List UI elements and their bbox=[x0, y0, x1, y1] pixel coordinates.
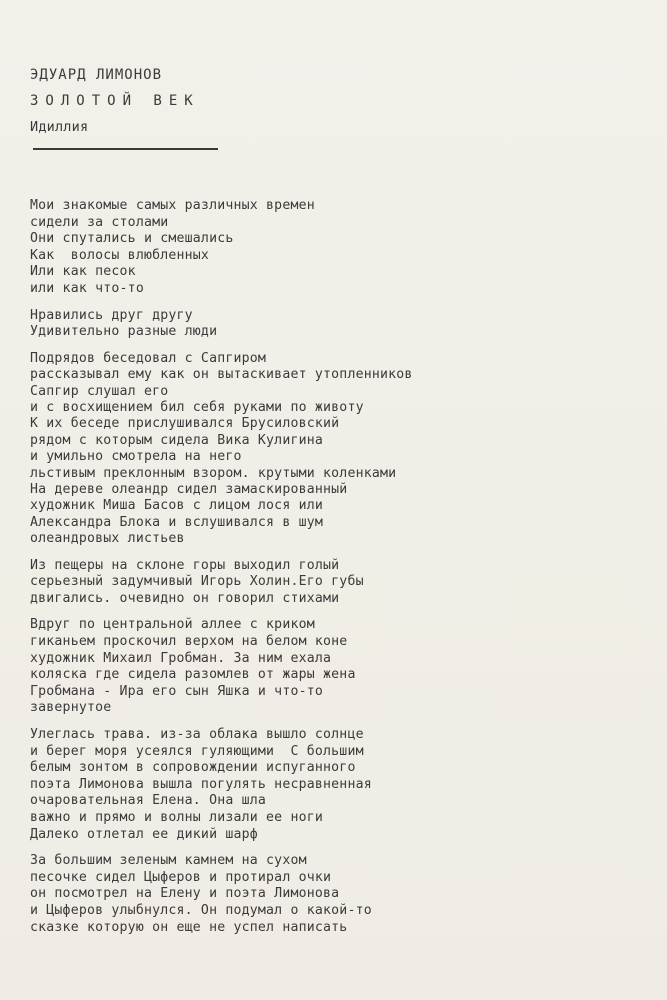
poem-line: Сапгир слушал его bbox=[30, 383, 169, 399]
poem-line: Мои знакомые самых различных времен bbox=[30, 198, 315, 213]
poem-line: На дереве олеандр сидел замаскированный bbox=[30, 482, 348, 497]
poem-body bbox=[30, 198, 650, 936]
poem-line: завернутое bbox=[30, 700, 112, 716]
stanza-2 bbox=[30, 308, 650, 341]
poem-line: художник Миша Басов с лицом лося или bbox=[30, 498, 324, 514]
poem-line: Нравились друг другу bbox=[30, 307, 193, 323]
poem-line: Удивительно разные люди bbox=[30, 324, 218, 340]
poem-line: и умильно смотрела на него bbox=[30, 449, 242, 465]
stanza-5 bbox=[30, 617, 650, 717]
poem-line: льстивым преклонным взором. крутыми коленками bbox=[30, 465, 397, 481]
poem-line: рядом с которым сидела Вика Кулигина bbox=[30, 432, 324, 448]
poem-subtitle: Идиллия bbox=[30, 119, 89, 135]
poem-line: Улеглась трава. из-за облака вышло солнце bbox=[30, 726, 364, 742]
poem-line: он посмотрел на Елену и поэта Лимонова bbox=[30, 886, 340, 902]
poem-line: Или как песок bbox=[30, 264, 136, 280]
poem-line: рассказывал ему как он вытаскивает утопленников bbox=[30, 367, 413, 383]
poem-line: песочке сидел Цыферов и протирал очки bbox=[30, 869, 332, 885]
poem-line: и Цыферов улыбнулся. Он подумал о какой-то bbox=[30, 902, 372, 918]
manuscript bbox=[30, 66, 650, 946]
poem-line: двигались. очевидно он говорил стихами bbox=[30, 590, 340, 606]
poem-line: Александра Блока и вслушивался в шум bbox=[30, 514, 324, 530]
poem-line: серьезный задумчивый Игорь Холин.Его губы bbox=[30, 574, 364, 590]
poem-line: Гробмана - Ира его сын Яшка и что-то bbox=[30, 683, 324, 699]
poem-line: художник Михаил Гробман. За ним ехала bbox=[30, 650, 332, 666]
poem-line: коляска где сидела разомлев от жары жена bbox=[30, 667, 356, 683]
poem-line: Как волосы влюбленных bbox=[30, 247, 210, 263]
stanza-1 bbox=[30, 198, 650, 298]
poem-line: и берег моря усеялся гуляющими С большим bbox=[30, 743, 364, 759]
poem-line: сидели за столами bbox=[30, 214, 169, 230]
author-name: ЭДУАРД ЛИМОНОВ bbox=[30, 67, 163, 83]
poem-line: поэта Лимонова вышла погулять несравненная bbox=[30, 776, 372, 792]
stanza-7 bbox=[30, 853, 650, 936]
poem-line: Далеко отлетал ее дикий шарф bbox=[30, 826, 258, 842]
poem-line: Они спутались и смешались bbox=[30, 231, 234, 247]
poem-line: гиканьем проскочил верхом на белом коне bbox=[30, 634, 348, 649]
poem-line: и с восхищением бил себя руками по животу bbox=[30, 399, 364, 415]
stanza-3 bbox=[30, 351, 650, 548]
poem-line: олеандровых листьев bbox=[30, 531, 185, 547]
title-underline bbox=[33, 148, 218, 150]
poem-title: ЗОЛОТОЙ ВЕК bbox=[30, 93, 200, 109]
stanza-4 bbox=[30, 558, 650, 608]
poem-line: белым зонтом в сопровождении испуганного bbox=[30, 760, 356, 776]
poem-line: За большим зеленым камнем на сухом bbox=[30, 853, 307, 869]
poem-line: Вдруг по центральной аллее с криком bbox=[30, 617, 315, 633]
poem-line: К их беседе прислушивался Брусиловский bbox=[30, 416, 340, 432]
poem-line: сказке которую он еще не успел написать bbox=[30, 919, 348, 935]
poem-line: важно и прямо и волны лизали ее ноги bbox=[30, 809, 324, 825]
poem-line: Подрядов беседовал с Сапгиром bbox=[30, 350, 267, 366]
poem-line: или как что-то bbox=[30, 280, 144, 296]
poem-line: Из пещеры на склоне горы выходил голый bbox=[30, 557, 340, 573]
stanza-6 bbox=[30, 727, 650, 843]
poem-line: очаровательная Елена. Она шла bbox=[30, 793, 267, 809]
